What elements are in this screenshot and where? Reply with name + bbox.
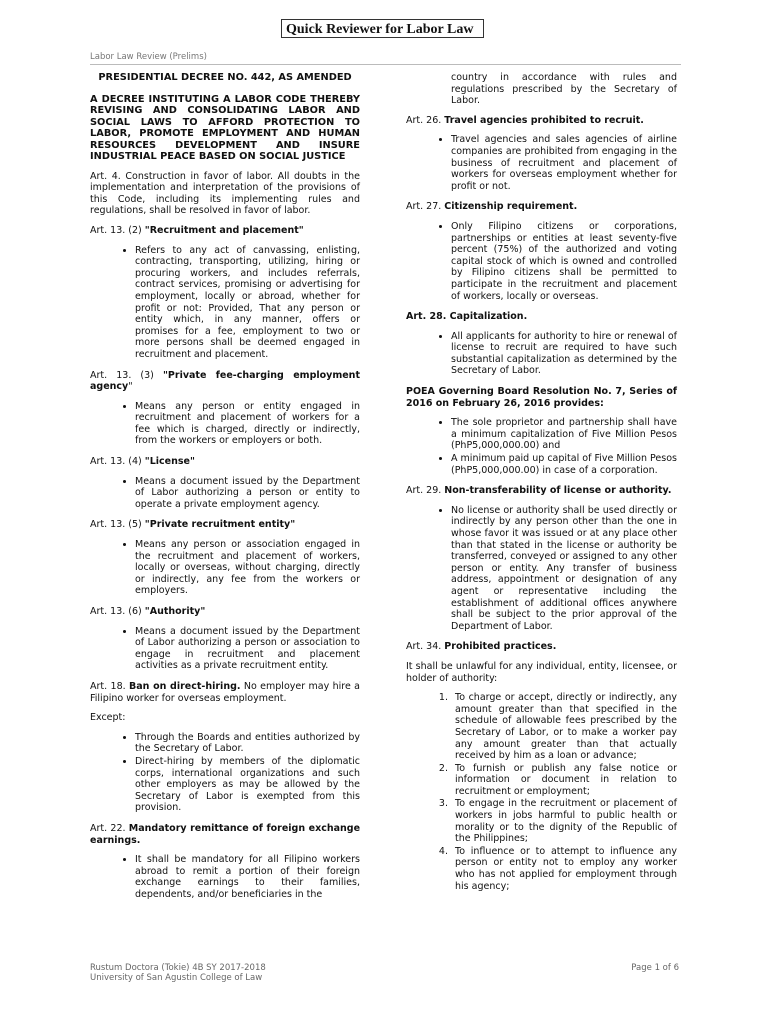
list-item: • No license or authority shall be used directly or indirectly by any person other than the one in whose favor it was issued or at any place other than that stated in the license or authority be transferred, conveyed or assigned to any other person or entity. Any transfer of business address, appointment or designation of any agent or representative including the establishment of additional offices anywhere shall be subject to the prior approval of the Department of Labor.	[451, 505, 677, 633]
art22-heading: Art. 22. Mandatory remittance of foreign exchange earnings.	[90, 822, 361, 846]
art13-6-heading: Art. 13. (6) "Authority"	[90, 606, 206, 617]
list-item: • Means any person or entity engaged in recruitment and placement of workers for a fee which is charged, directly or indirectly, from the workers or employers or both.	[135, 401, 360, 447]
art4-paragraph: Art. 4. Construction in favor of labor. All doubts in the implementation and interpretation of the provisions of this Code, including its implementing rules and regulations, shall be resolved in favor of labor.	[90, 170, 360, 217]
footer-line-1: Rustum Doctora (Tokie) 4B SY 2017-2018	[90, 963, 266, 973]
list-item: • Direct-hiring by members of the diplomatic corps, international organizations and such other employers as may be allowed by the Secretary of Labor is exempted from this provision.	[135, 756, 360, 814]
list-item: • Means a document issued by the Department of Labor authorizing a person or association to engage in recruitment and placement activities as a private recruitment entity.	[135, 626, 360, 672]
list-item: • All applicants for authority to hire or renewal of license to recruit are required to have such substantial capitalization as determined by the Secretary of Labor.	[451, 331, 677, 377]
left-column	[90, 72, 360, 909]
list-item: • Means any person or association engaged in the recruitment and placement of workers, locally or overseas, without charging, directly or indirectly, any fee from the workers or employers.	[135, 539, 360, 597]
list-item: • Refers to any act of canvassing, enlisting, contracting, transporting, utilizing, hiring or procuring workers, and includes referrals, contract services, promising or advertising for employment, locally or abroad, whether for profit or not: Provided, That any person or entity which, in any manner, offers or promises for a fee, employment to two or more persons shall be deemed engaged in recruitment and placement.	[135, 245, 360, 361]
art34-heading: Art. 34. Prohibited practices.	[406, 641, 557, 653]
except-list	[90, 732, 360, 814]
art18-paragraph: Art. 18. Ban on direct-hiring. No employer may hire a Filipino worker for overseas employment.	[90, 680, 360, 704]
art13-2-heading: Art. 13. (2) "Recruitment and placement"	[90, 224, 304, 236]
list-item: • Through the Boards and entities authorized by the Secretary of Labor.	[135, 732, 360, 755]
list-item: 3. To engage in the recruitment or placement of workers in jobs harmful to public health or morality or to the dignity of the Republic of the Philippines;	[451, 798, 677, 844]
art22-list	[90, 854, 360, 900]
art13-5-list	[90, 539, 360, 597]
art13-3-heading: Art. 13. (3) "Private fee-charging employment agency"	[90, 369, 360, 393]
document-title: Quick Reviewer for Labor Law	[281, 19, 484, 38]
art34-list	[406, 692, 677, 892]
poea-list	[406, 417, 677, 476]
list-item: • The sole proprietor and partnership shall have a minimum capitalization of Five Million Pesos (PhP5,000,000.00) and	[451, 417, 677, 452]
art28-heading: Art. 28. Capitalization.	[406, 311, 528, 323]
art27-heading: Art. 27. Citizenship requirement.	[406, 201, 578, 213]
except-label: Except:	[90, 712, 126, 724]
art13-3-list	[90, 401, 360, 447]
list-item: • Travel agencies and sales agencies of airline companies are prohibited from engaging in the business of recruitment and placement of workers for overseas employment whether for profit or not.	[451, 134, 677, 192]
art34-intro: It shall be unlawful for any individual, entity, licensee, or holder of authority:	[406, 660, 677, 684]
header-divider	[90, 64, 681, 65]
list-item: 1. To charge or accept, directly or indirectly, any amount greater than that specified in the schedule of allowable fees prescribed by the Secretary of Labor, or to make a worker pay any amount greater than that actually received by him as a loan or advance;	[451, 692, 677, 762]
art13-6-list	[90, 626, 360, 672]
art27-list	[406, 221, 677, 302]
poea-heading: POEA Governing Board Resolution No. 7, Series of 2016 on February 26, 2016 provides:	[406, 386, 677, 409]
art29-list	[406, 505, 677, 633]
list-item: • It shall be mandatory for all Filipino workers abroad to remit a portion of their foreign exchange earnings to their families, dependents, and/or beneficiaries in the	[135, 854, 360, 900]
list-item: 2. To furnish or publish any false notice or information or document in relation to recruitment or employment;	[451, 763, 677, 798]
art13-4-heading: Art. 13. (4) "License"	[90, 456, 195, 468]
decree-title: A DECREE INSTITUTING A LABOR CODE THEREBY REVISING AND CONSOLIDATING LABOR AND SOCIAL LAWS TO AFFORD PROTECTION TO LABOR, PROMOTE EMPLOYMENT AND HUMAN RESOURCES DEVELOPMENT AND INSURE INDUSTRIAL PEACE BASED ON SOCIAL JUSTICE	[90, 93, 360, 163]
footer-line-2: University of San Agustin College of Law	[90, 973, 263, 983]
art13-5-heading: Art. 13. (5) "Private recruitment entity"	[90, 519, 296, 531]
list-item: • A minimum paid up capital of Five Million Pesos (PhP5,000,000.00) in case of a corporation.	[451, 453, 677, 476]
right-column	[406, 72, 677, 901]
art13-4-list	[90, 476, 360, 511]
art28-list	[406, 331, 677, 377]
footer-author	[90, 963, 266, 983]
art29-heading: Art. 29. Non-transferability of license or authority.	[406, 485, 672, 497]
art13-2-list	[90, 245, 360, 361]
list-item: • Means a document issued by the Department of Labor authorizing a person or entity to operate a private employment agency.	[135, 476, 360, 511]
continued-text: country in accordance with rules and regulations prescribed by the Secretary of Labor.	[451, 72, 677, 107]
page-number: Page 1 of 6	[631, 963, 679, 973]
decree-number: PRESIDENTIAL DECREE NO. 442, AS AMENDED	[98, 72, 352, 83]
list-item: 4. To influence or to attempt to influence any person or entity not to employ any worker who has not applied for employment through his agency;	[451, 846, 677, 892]
list-item: • Only Filipino citizens or corporations, partnerships or entities at least seventy-five percent (75%) of the authorized and voting capital stock of which is owned and controlled by Filipino citizens shall be permitted to participate in the recruitment and placement of workers, locally or overseas.	[451, 221, 677, 302]
running-header: Labor Law Review (Prelims)	[90, 52, 207, 62]
art26-heading: Art. 26. Travel agencies prohibited to recruit.	[406, 114, 644, 126]
art26-list	[406, 134, 677, 192]
